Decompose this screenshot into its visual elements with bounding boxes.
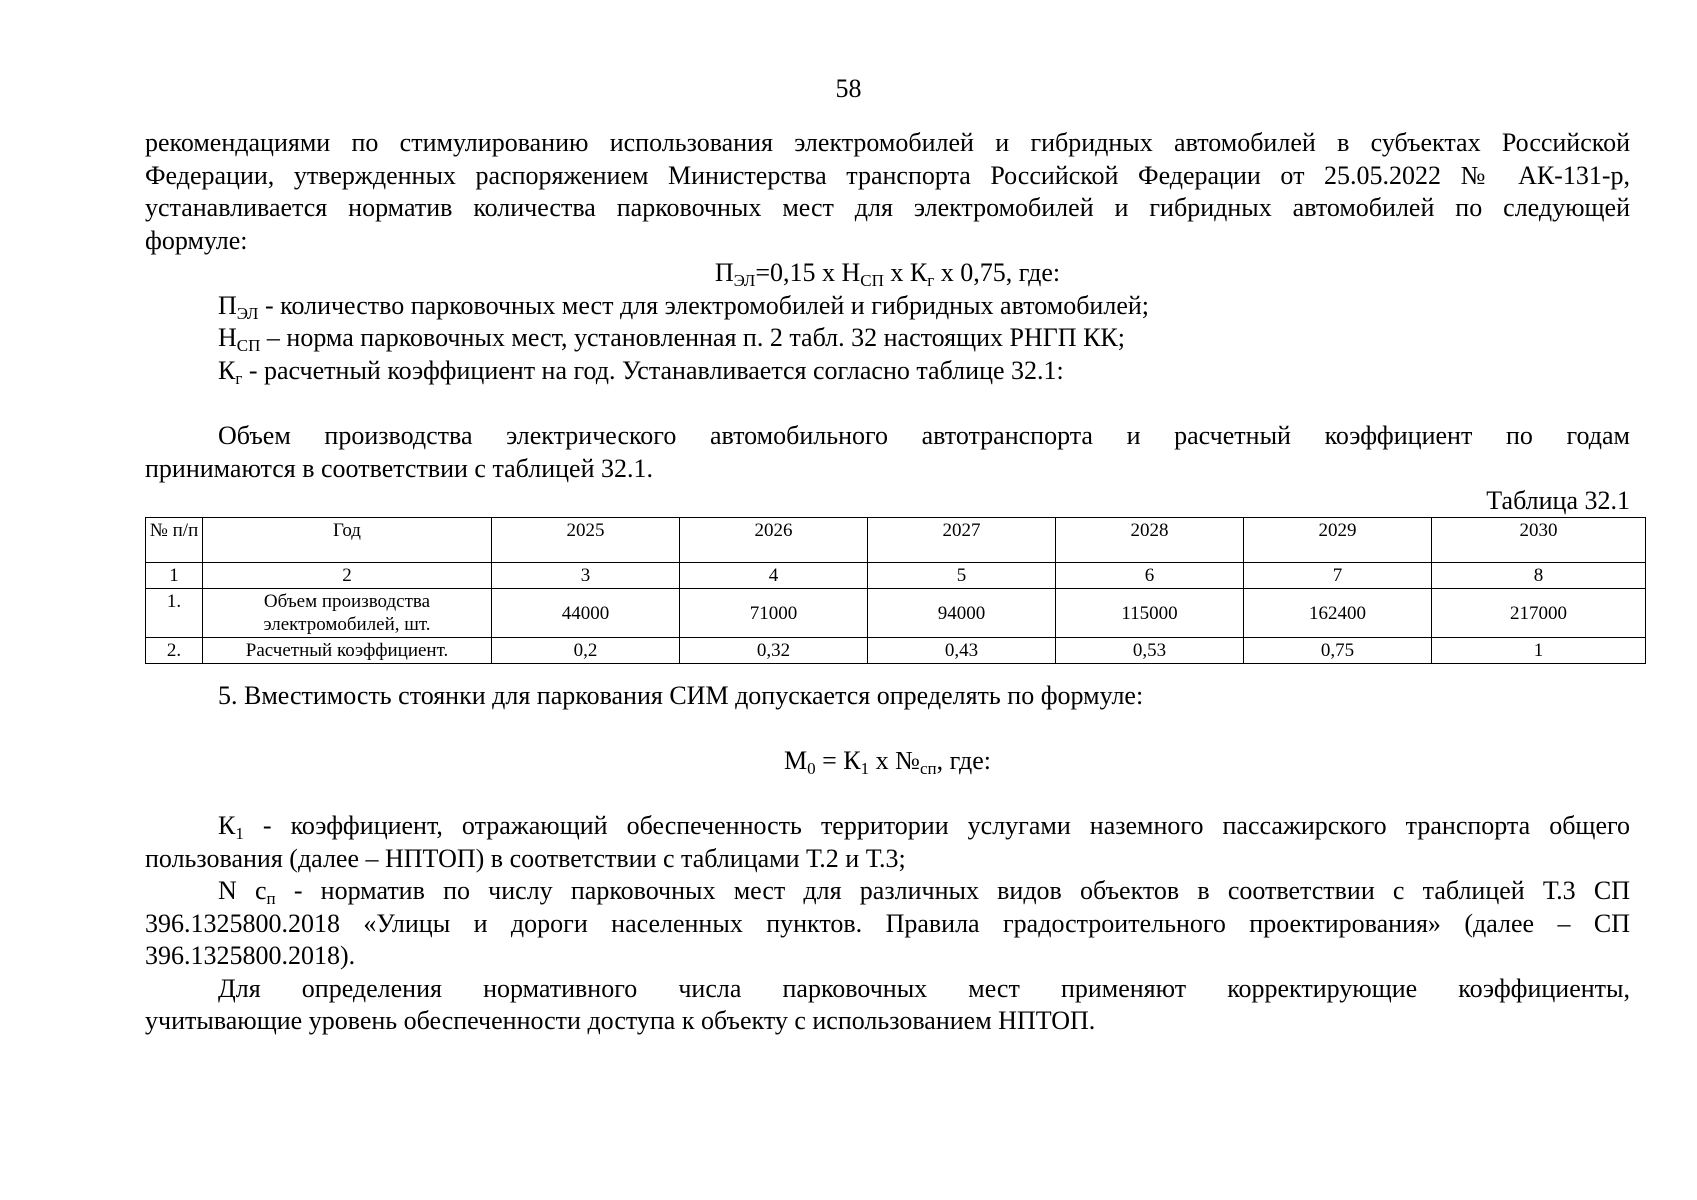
- coefficient-table: [145, 517, 1646, 664]
- page-number: 58: [835, 74, 862, 103]
- table-cell: 0,75: [1244, 638, 1432, 664]
- volume-para-line-1: Объем производства электрического автомобильного автотранспорта и расчетный коэффициент по годам: [218, 421, 1630, 450]
- table-cell: 217000: [1432, 589, 1646, 638]
- definition-ncp-line-3: 396.1325800.2018).: [145, 941, 356, 970]
- header-cell: № п/п: [146, 518, 203, 563]
- definition-p-el: $П_{ЭЛ}$ - количество парковочных мест для электромобилей и гибридных автомобилей;: [218, 290, 1149, 323]
- table-header-row: [146, 518, 1646, 563]
- definition-k1-line-1: $К_1$ - коэффициент, отражающий обеспеченность территории услугами наземного пассажирского транспорта общего: [218, 811, 1630, 843]
- table-cell: Расчетный коэффициент.: [203, 638, 492, 664]
- definition-ncp-line-2: 396.1325800.2018 «Улицы и дороги населенных пунктов. Правила градостроительного проектирования» (далее – СП: [145, 908, 1630, 938]
- header-cell: 2027: [868, 518, 1056, 563]
- table-cell: 6: [1056, 563, 1244, 589]
- definition-ncp-line-1: N $с_п$ - норматив по числу парковочных мест для различных видов объектов в соответствии с таблицей Т.3 СП: [218, 876, 1630, 908]
- table-row: [146, 589, 1646, 638]
- table-cell: 7: [1244, 563, 1432, 589]
- page-content: [145, 127, 1630, 1038]
- intro-line-1: рекомендациями по стимулированию использования электромобилей и гибридных автомобилей в субъектах Российской: [145, 128, 1630, 157]
- header-cell: 2026: [680, 518, 868, 563]
- spacer: [145, 664, 1630, 680]
- table-cell: 1.: [146, 589, 203, 638]
- intro-line-4: формуле:: [145, 225, 248, 255]
- formula-electric-parking: $П_{ЭЛ}=0,15$ х $Н_{СП}$ х $К_г$ х 0,75, где:: [714, 258, 1061, 290]
- table-cell: 1: [146, 563, 203, 589]
- table-number-row: [146, 563, 1646, 589]
- final-para-line-1: Для определения нормативного числа парковочных мест применяют корректирующие коэффициенты,: [218, 973, 1630, 1003]
- table-cell: 115000: [1056, 589, 1244, 638]
- table-cell: 3: [492, 563, 680, 589]
- header-cell: 2028: [1056, 518, 1244, 563]
- table-cell: Объем производства электромобилей, шт.: [203, 589, 492, 638]
- spacer: [145, 713, 1630, 729]
- header-cell: Год: [203, 518, 492, 563]
- table-cell: 94000: [868, 589, 1056, 638]
- intro-line-3: устанавливается норматив количества парковочных мест для электромобилей и гибридных автомобилей по следующей: [145, 193, 1630, 222]
- definition-n-sp: $Н_{СП}$ – норма парковочных мест, установленная п. 2 табл. 32 настоящих РНГП КК;: [218, 323, 1125, 355]
- table-cell: 8: [1432, 563, 1646, 589]
- header-cell: 2025: [492, 518, 680, 563]
- intro-line-2: Федерации, утвержденных распоряжением Министерства транспорта Российской Федерации от 25.05.2022 № АК-131-р,: [145, 160, 1630, 190]
- volume-para-line-2: принимаются в соответствии с таблицей 32.1.: [145, 453, 654, 483]
- final-para-line-2: учитывающие уровень обеспеченности доступа к объекту с использованием НПТОП.: [145, 1006, 1096, 1035]
- item-5-text: 5. Вместимость стоянки для паркования СИМ допускается определять по формуле:: [218, 681, 1144, 710]
- table-caption: Таблица 32.1: [1486, 486, 1630, 515]
- spacer: [145, 777, 1630, 810]
- table-cell: 0,32: [680, 638, 868, 664]
- formula-sim-capacity: $М_0 = К_1$ х $№_{сп}$, где:: [784, 745, 991, 778]
- spacer: [145, 387, 1630, 420]
- table-cell: 1: [1432, 638, 1646, 664]
- table-cell: 71000: [680, 589, 868, 638]
- spacer: [145, 729, 1630, 745]
- header-cell: 2029: [1244, 518, 1432, 563]
- table-cell: 162400: [1244, 589, 1432, 638]
- table-cell: 4: [680, 563, 868, 589]
- definition-k-g: $К_г$ - расчетный коэффициент на год. Устанавливается согласно таблице 32.1:: [218, 355, 1064, 388]
- table-row: [146, 638, 1646, 664]
- table-cell: 44000: [492, 589, 680, 638]
- table-cell: 2.: [146, 638, 203, 664]
- table-cell: 5: [868, 563, 1056, 589]
- table-cell: 0,43: [868, 638, 1056, 664]
- table-cell: 0,2: [492, 638, 680, 664]
- definition-k1-line-2: пользования (далее – НПТОП) в соответствии с таблицами Т.2 и Т.3;: [145, 843, 906, 873]
- table-cell: 2: [203, 563, 492, 589]
- table-cell: 0,53: [1056, 638, 1244, 664]
- header-cell: 2030: [1432, 518, 1646, 563]
